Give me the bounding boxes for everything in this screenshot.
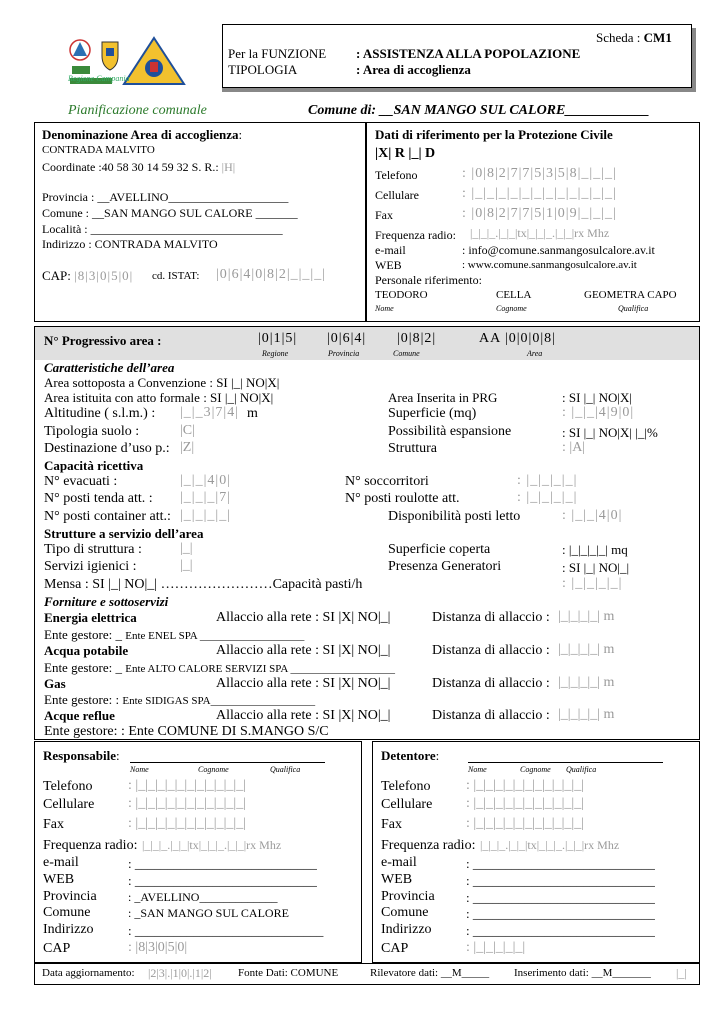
altitudine-unit: m: [247, 406, 258, 421]
resp-provincia-label: Provincia: [43, 889, 97, 904]
progressivo-regione: |0|1|5|: [258, 331, 298, 346]
destinazione-value: |Z|: [180, 440, 195, 455]
det-cap-cognome: Cognome: [520, 765, 551, 774]
tipo-struttura-value: |_|: [180, 541, 193, 556]
det-cellulare-label: Cellulare: [381, 797, 433, 812]
gas-gestore: Ente gestore: : Ente SIDIGAS SPA___________________: [44, 692, 316, 707]
funzione-label: Per la FUNZIONE: [228, 46, 327, 61]
scheda-label: Scheda : CM1: [596, 30, 672, 45]
progressivo-area: AA |0|0|0|8|: [479, 331, 556, 346]
indirizzo: Indirizzo : CONTRADA MALVITO: [42, 237, 218, 251]
comune: Comune : __SAN MANGO SUL CALORE _______: [42, 206, 298, 220]
detentore-name-line: [468, 762, 663, 763]
funzione-value: : ASSISTENZA ALLA POPOLAZIONE: [356, 46, 581, 61]
caratteristiche-title: Caratteristiche dell’area: [44, 360, 175, 375]
detentore-title: Detentore:: [381, 748, 440, 763]
servizi-value: |_|: [180, 558, 193, 573]
superficie-label: Superficie (mq): [388, 406, 477, 421]
det-cap-nome: Nome: [468, 765, 487, 774]
pc-cellulare-label: Cellulare: [375, 188, 419, 202]
det-fax: : |_|_|_|_|_|_|_|_|_|_|_|: [466, 816, 585, 831]
pianificazione-label: Pianificazione comunale: [68, 103, 207, 118]
container-label: N° posti container att.:: [44, 509, 171, 524]
det-cap-label: CAP: [381, 941, 409, 956]
det-comune: : ____________________________: [466, 906, 655, 921]
roulotte-value: : |_|_|_|_|: [517, 490, 578, 505]
tipologia-value: : Area di accoglienza: [356, 62, 471, 77]
energia-allaccio: Allaccio alla rete : SI |X| NO|_|: [216, 610, 391, 625]
coordinate: Coordinate :40 58 30 14 59 32 S. R.: |H|: [42, 160, 236, 174]
resp-comune-label: Comune: [43, 905, 91, 920]
altitudine-value: |_|_3|7|4|: [180, 405, 240, 420]
letto-value: : |_|_|4|0|: [562, 508, 623, 523]
resp-email-label: e-mail: [43, 855, 79, 870]
gas-allaccio: Allaccio alla rete : SI |X| NO|_|: [216, 676, 391, 691]
resp-provincia: : _AVELLINO_____________: [128, 890, 278, 904]
pc-nome: TEODORO: [375, 289, 428, 301]
energia-label: Energia elettrica: [44, 610, 137, 625]
resp-cap-label: CAP: [43, 941, 71, 956]
energia-distanza-value: |_|_|_|_| m: [558, 609, 615, 624]
cap-regione: Regione: [262, 349, 289, 358]
tipologia-suolo-value: |C|: [180, 423, 195, 438]
strutture-title: Strutture a servizio dell’area: [44, 526, 204, 541]
resp-freq-label: Frequenza radio:: [43, 838, 138, 853]
soccorritori-label: N° soccorritori: [345, 474, 429, 489]
resp-cap-nome: Nome: [130, 765, 149, 774]
responsabile-name-line: [130, 762, 325, 763]
istat-value: |0|6|4|0|8|2|_|_|_|: [216, 267, 327, 282]
pc-telefono: : |0|8|2|7|7|5|3|5|8|_|_|_|: [462, 166, 617, 181]
capacita-title: Capacità ricettiva: [44, 458, 144, 473]
reflue-allaccio: Allaccio alla rete : SI |X| NO|_|: [216, 708, 391, 723]
resp-fax: : |_|_|_|_|_|_|_|_|_|_|_|: [128, 816, 247, 831]
evacuati-value: |_|_|4|0|: [180, 473, 232, 488]
resp-cellulare: : |_|_|_|_|_|_|_|_|_|_|_|: [128, 796, 247, 811]
progressivo-comune: |0|8|2|: [397, 331, 437, 346]
cap: CAP: |8|3|0|5|0|: [42, 268, 134, 283]
prg-value: : SI |_| NO|X|: [562, 390, 632, 405]
cap-provincia: Provincia: [328, 349, 360, 358]
resp-web: : ____________________________: [128, 873, 317, 888]
superficie-coperta-value: : |_|_|_|_| mq: [562, 542, 628, 557]
pc-qualifica: GEOMETRA CAPO: [584, 289, 677, 301]
gas-distanza-value: |_|_|_|_| m: [558, 675, 615, 690]
pc-email: : info@comune.sanmangosulcalore.av.it: [462, 243, 655, 257]
provincia: Provincia : __AVELLINO____________________: [42, 190, 289, 204]
acqua-allaccio: Allaccio alla rete : SI |X| NO|_|: [216, 643, 391, 658]
det-email: : ____________________________: [466, 856, 655, 871]
prg-label: Area Inserita in PRG: [388, 390, 498, 405]
resp-fax-label: Fax: [43, 817, 64, 832]
localita: Località : ________________________________: [42, 222, 283, 236]
det-provincia-label: Provincia: [381, 889, 435, 904]
responsabile-title: Responsabile:: [43, 748, 120, 763]
destinazione-label: Destinazione d’uso p.:: [44, 441, 170, 456]
resp-freq: |_|_|_.|_|_|tx|_|_|_.|_|_|rx Mhz: [142, 838, 282, 852]
pc-fax-label: Fax: [375, 208, 393, 222]
det-indirizzo: : ____________________________: [466, 923, 655, 938]
resp-comune: : _SAN MANGO SUL CALORE: [128, 906, 289, 920]
atto-formale: Area istituita con atto formale : SI |_| NO|X|: [44, 390, 274, 405]
evacuati-label: N° evacuati :: [44, 474, 118, 489]
servizi-label: Servizi igienici :: [44, 559, 137, 574]
resp-cellulare-label: Cellulare: [43, 797, 95, 812]
generatori-label: Presenza Generatori: [388, 559, 502, 574]
superficie-value: : |_|_|4|9|0|: [562, 405, 635, 420]
forniture-title: Forniture e sottoservizi: [44, 594, 169, 609]
reflue-distanza: Distanza di allaccio :: [432, 708, 550, 723]
istat: cd. ISTAT:: [152, 270, 200, 282]
det-freq-label: Frequenza radio:: [381, 838, 476, 853]
data-aggiornamento-label: Data aggiornamento:: [42, 967, 135, 979]
inserimento-dati: Inserimento dati: __M_______: [514, 967, 651, 979]
det-provincia: : ____________________________: [466, 890, 655, 905]
det-email-label: e-mail: [381, 855, 417, 870]
generatori-value: : SI |_| NO|_|: [562, 560, 630, 575]
acqua-distanza: Distanza di allaccio :: [432, 643, 550, 658]
pc-web-label: WEB: [375, 258, 402, 272]
rilevatore-dati: Rilevatore dati: __M_____: [370, 967, 490, 979]
det-freq: |_|_|_.|_|_|tx|_|_|_.|_|_|rx Mhz: [480, 838, 620, 852]
det-cap: : |_|_|_|_|_|: [466, 940, 526, 955]
progressivo-label: N° Progressivo area :: [44, 333, 162, 348]
cap-comune: Comune: [393, 349, 420, 358]
pc-personale-label: Personale riferimento:: [375, 273, 482, 287]
resp-email: : ____________________________: [128, 856, 317, 871]
pc-cap-cognome: Cognome: [496, 304, 527, 313]
resp-indirizzo: : _____________________________: [128, 923, 324, 938]
acqua-gestore: Ente gestore: _ Ente ALTO CALORE SERVIZI SPA ___________________: [44, 660, 395, 675]
tipologia-label: TIPOLOGIA: [228, 62, 298, 77]
header-shadow: [222, 88, 696, 92]
energia-distanza: Distanza di allaccio :: [432, 610, 550, 625]
det-cap-qualifica: Qualifica: [566, 765, 597, 774]
acqua-label: Acqua potabile: [44, 643, 129, 658]
espansione-label: Possibilità espansione: [388, 424, 512, 439]
pc-freq: |_|_|_.|_|_|tx|_|_|_.|_|_|rx Mhz: [470, 226, 610, 240]
pc-cellulare: : |_|_|_|_|_|_|_|_|_|_|_|_|: [462, 186, 617, 201]
pc-telefono-label: Telefono: [375, 168, 418, 182]
pc-fax: : |0|8|2|7|7|5|1|0|9|_|_|_|: [462, 206, 617, 221]
reflue-gestore: Ente gestore: : Ente COMUNE DI S.MANGO S/C: [44, 724, 329, 739]
det-telefono-label: Telefono: [381, 779, 431, 794]
logos-icon: [66, 36, 190, 92]
tipo-struttura-label: Tipo di struttura :: [44, 542, 142, 557]
area-title: Denominazione Area di accoglienza:: [42, 127, 243, 142]
pc-web: : www.comune.sanmangosulcalore.av.it: [462, 259, 637, 271]
logo-caption: Regione Campania: [68, 74, 130, 83]
resp-web-label: WEB: [43, 872, 75, 887]
tenda-value: |_|_|_|7|: [180, 490, 232, 505]
pc-cap-qualifica: Qualifica: [618, 304, 649, 313]
det-web-label: WEB: [381, 872, 413, 887]
struttura-label: Struttura: [388, 441, 437, 456]
tenda-label: N° posti tenda att. :: [44, 491, 153, 506]
acqua-distanza-value: |_|_|_|_| m: [558, 642, 615, 657]
mensa: Mensa : SI |_| NO|_| ……………………Capacità pasti/h: [44, 577, 363, 592]
soccorritori-value: : |_|_|_|_|: [517, 473, 578, 488]
gas-label: Gas: [44, 676, 66, 691]
data-aggiornamento-value: |2|3|.|1|0|.|1|2|: [148, 966, 212, 980]
resp-cap: : |8|3|0|5|0|: [128, 940, 188, 955]
area-name: CONTRADA MALVITO: [42, 144, 155, 156]
convenzione: Area sottoposta a Convenzione : SI |_| NO|X|: [44, 375, 280, 390]
reflue-distanza-value: |_|_|_|_| m: [558, 707, 615, 722]
fonte-dati: Fonte Dati: COMUNE: [238, 967, 339, 979]
det-telefono: : |_|_|_|_|_|_|_|_|_|_|_|: [466, 778, 585, 793]
det-comune-label: Comune: [381, 905, 429, 920]
divider: [365, 122, 367, 322]
espansione-value: : SI |_| NO|X| |_|%: [562, 425, 658, 440]
header-shadow-side: [692, 28, 696, 92]
det-web: : ____________________________: [466, 873, 655, 888]
pc-freq-label: Frequenza radio:: [375, 228, 456, 242]
reflue-label: Acque reflue: [44, 708, 115, 723]
resp-cap-qualifica: Qualifica: [270, 765, 301, 774]
rd-selector: |X| R |_| D: [375, 146, 436, 161]
mensa-value: : |_|_|_|_|: [562, 576, 623, 591]
energia-gestore: Ente gestore: _ Ente ENEL SPA ___________________: [44, 627, 305, 642]
det-cellulare: : |_|_|_|_|_|_|_|_|_|_|_|: [466, 796, 585, 811]
resp-indirizzo-label: Indirizzo: [43, 922, 94, 937]
det-indirizzo-label: Indirizzo: [381, 922, 432, 937]
cap-area: Area: [527, 349, 543, 358]
tipologia-suolo-label: Tipologia suolo :: [44, 424, 140, 439]
roulotte-label: N° posti roulotte att.: [345, 491, 460, 506]
resp-telefono: : |_|_|_|_|_|_|_|_|_|_|_|: [128, 778, 247, 793]
pc-cap-nome: Nome: [375, 304, 394, 313]
det-fax-label: Fax: [381, 817, 402, 832]
letto-label: Disponibilità posti letto: [388, 509, 521, 524]
progressivo-provincia: |0|6|4|: [327, 331, 367, 346]
container-value: |_|_|_|_|: [180, 508, 232, 523]
gas-distanza: Distanza di allaccio :: [432, 676, 550, 691]
altitudine-label: Altitudine ( s.l.m.) :: [44, 406, 156, 421]
pc-email-label: e-mail: [375, 243, 406, 257]
comune-title: Comune di: __SAN MANGO SUL CALORE____________: [308, 103, 650, 118]
pc-title: Dati di riferimento per la Protezione Civile: [375, 127, 613, 142]
struttura-value: : |A|: [562, 440, 586, 455]
pc-cognome: CELLA: [496, 289, 532, 301]
resp-cap-cognome: Cognome: [198, 765, 229, 774]
resp-telefono-label: Telefono: [43, 779, 93, 794]
footer-end-box: |_|: [676, 966, 687, 980]
superficie-coperta-label: Superficie coperta: [388, 542, 491, 557]
